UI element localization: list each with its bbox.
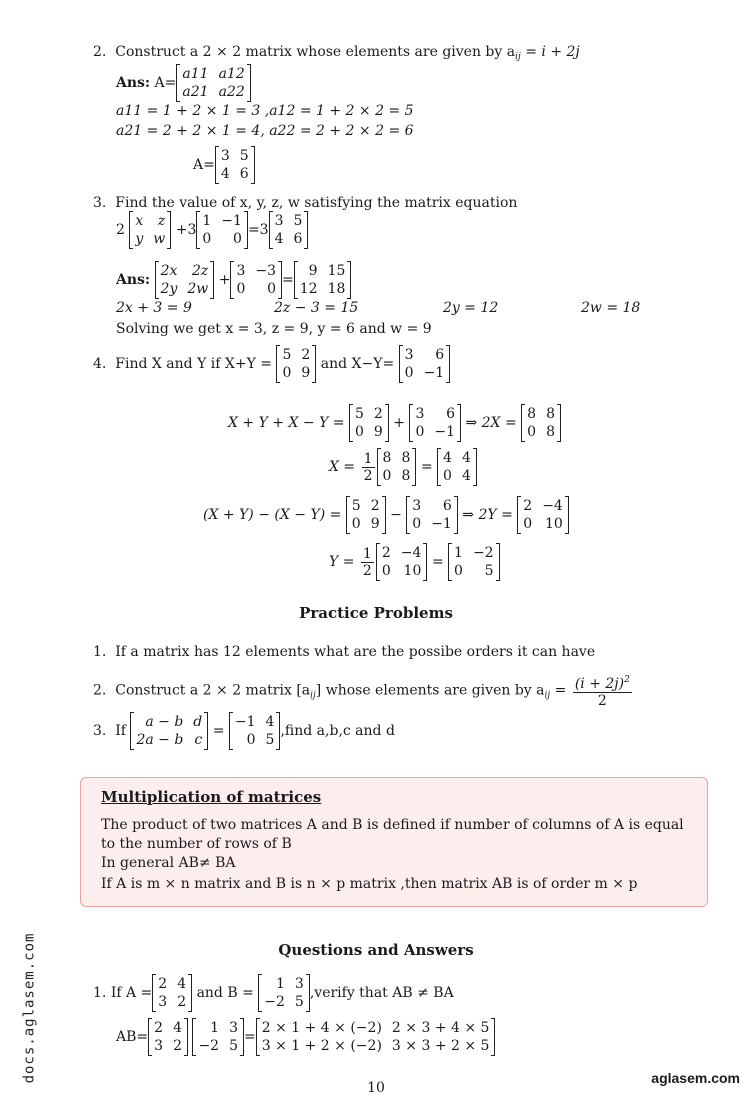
- matrix-cell: 5: [354, 406, 364, 422]
- q4-row4: Y = $\frac{1}{2}$ 2 −4 0 10 = 1 −2 0 5: [329, 543, 500, 581]
- fraction: $\frac{1}{2}$: [363, 450, 373, 484]
- matrix-cell: a22: [218, 84, 245, 100]
- matrix-cell: a21: [182, 84, 209, 100]
- matrix-cell: 3: [236, 263, 246, 279]
- q3-answer: Ans: 2x 2z 2y 2w + 3 −3 0 0 = 9 15 12 18: [116, 261, 351, 299]
- matrix: [229, 712, 281, 750]
- qa-answer-1: AB= 2 4 3 2 1 3 −2 5 = 2 × 1 + 4 × (−2) 2 × 3 + 4 × 5 3 × 1 + 2 × (−2) 3 × 3 + 2 × 5: [116, 1018, 495, 1056]
- matrix-cell: 2: [154, 1020, 164, 1036]
- matrix-cell: 5: [293, 213, 303, 229]
- q3-eq-3: 2y = 12: [443, 300, 499, 316]
- q3-equation: 2 x z y w +3 1 −1 0 0 =3 3 5 4 6: [116, 211, 308, 249]
- matrix-cell: 0: [523, 516, 533, 532]
- matrix-cell: 2: [301, 347, 311, 363]
- matrix-cell: −1: [221, 213, 242, 229]
- matrix-cell: 2: [370, 498, 380, 514]
- matrix-cell: 0: [236, 281, 246, 297]
- matrix-cell: 6: [239, 166, 249, 182]
- matrix-cell: 5: [484, 563, 494, 579]
- matrix-cell: z: [157, 213, 166, 229]
- matrix: [377, 448, 417, 486]
- q2-statement: 2. Construct a 2 × 2 matrix whose elements are given by $a_{ij} = i + 2j$: [93, 44, 580, 62]
- matrix-cell: 3: [229, 1020, 238, 1036]
- matrix-cell: 12: [299, 281, 318, 297]
- matrix-cell: 15: [327, 263, 346, 279]
- matrix-cell: 1: [210, 1020, 220, 1036]
- matrix-cell: 2x: [160, 263, 178, 279]
- matrix-cell: 5: [282, 347, 292, 363]
- matrix-cell: 0: [351, 516, 361, 532]
- matrix-cell: 2: [158, 976, 168, 992]
- matrix: [152, 974, 192, 1012]
- matrix: [256, 1018, 496, 1056]
- matrix-cell: 8: [527, 406, 537, 422]
- matrix-cell: 0: [443, 468, 452, 484]
- matrix-cell: 4: [461, 450, 471, 466]
- matrix-cell: 4: [220, 166, 230, 182]
- matrix-cell: 0: [454, 563, 463, 579]
- matrix: [129, 211, 171, 249]
- matrix-cell: 0: [404, 365, 414, 381]
- matrix-cell: 4: [274, 231, 284, 247]
- q3-eq-2: 2z − 3 = 15: [274, 300, 359, 316]
- matrix-cell: 8: [401, 450, 411, 466]
- matrix-cell: −3: [255, 263, 277, 279]
- q2-line1: a11 = 1 + 2 × 1 = 3 ,a12 = 1 + 2 × 2 = 5: [116, 103, 414, 119]
- fraction: $\frac{(i + 2j)^2}{2}$: [573, 672, 632, 709]
- box-line-3: In general AB≠ BA: [101, 855, 236, 871]
- matrix-cell: 0: [202, 231, 212, 247]
- q2-line2: a21 = 2 + 2 × 1 = 4, a22 = 2 + 2 × 2 = 6: [116, 123, 414, 139]
- matrix-cell: 3: [412, 498, 422, 514]
- matrix-cell: −4: [400, 545, 422, 561]
- matrix-cell: −1: [434, 424, 455, 440]
- matrix-cell: 2a − b: [136, 732, 184, 748]
- q2-result: A= 3 5 4 6: [193, 146, 255, 184]
- matrix: [230, 261, 282, 299]
- matrix: [192, 1018, 244, 1056]
- matrix: [399, 345, 451, 383]
- matrix-cell: 2: [373, 406, 383, 422]
- matrix-cell: 5: [229, 1038, 238, 1054]
- matrix: [196, 211, 248, 249]
- matrix: [215, 146, 255, 184]
- practice-heading: Practice Problems: [299, 604, 453, 622]
- matrix: [517, 496, 569, 534]
- matrix-cell: 9: [370, 516, 380, 532]
- matrix-cell: 4: [173, 1020, 182, 1036]
- matrix-cell: 3: [404, 347, 414, 363]
- matrix-cell: 0: [381, 563, 391, 579]
- matrix-cell: 4: [461, 468, 471, 484]
- matrix-cell: 8: [546, 406, 555, 422]
- practice-item-2: 2. Construct a 2 × 2 matrix $[a_{ij}]$ whose elements are given by $a_{ij}$ = $\frac{(i + 2j)^2}{2}$: [93, 672, 634, 709]
- matrix: [155, 261, 215, 299]
- matrix-cell: 3: [158, 994, 168, 1010]
- matrix-cell: 5: [294, 994, 304, 1010]
- matrix-cell: 1: [275, 976, 285, 992]
- matrix: [294, 261, 352, 299]
- matrix: [437, 448, 477, 486]
- matrix-cell: 6: [435, 347, 445, 363]
- matrix-cell: 3: [220, 148, 230, 164]
- matrix: [176, 64, 250, 102]
- q4-statement: 4. Find X and Y if X+Y = 5 2 0 9 and X−Y= 3 6 0 −1: [93, 345, 450, 383]
- matrix-cell: 9: [301, 365, 311, 381]
- matrix-cell: 9: [308, 263, 318, 279]
- matrix-cell: 6: [442, 498, 452, 514]
- matrix: [521, 404, 561, 442]
- matrix-cell: 2: [177, 994, 187, 1010]
- matrix-cell: 0: [267, 281, 277, 297]
- box-line-1: The product of two matrices A and B is defined if number of columns of A is equal: [101, 817, 684, 833]
- matrix-cell: 2: [523, 498, 533, 514]
- matrix-cell: 3 × 3 + 2 × 5: [391, 1038, 490, 1054]
- qa-heading: Questions and Answers: [278, 941, 474, 959]
- matrix-cell: 2z: [191, 263, 209, 279]
- page-number: 10: [367, 1080, 385, 1096]
- q3-eq-1: 2x + 3 = 9: [116, 300, 192, 316]
- matrix-cell: 8: [382, 450, 392, 466]
- q3-solution: Solving we get x = 3, z = 9, y = 6 and w = 9: [116, 321, 432, 337]
- watermark: aglasem.com: [651, 1070, 740, 1086]
- matrix: [349, 404, 389, 442]
- matrix-cell: w: [153, 231, 166, 247]
- matrix-cell: x: [135, 213, 144, 229]
- matrix-cell: 0: [282, 365, 292, 381]
- matrix-cell: 3: [415, 406, 425, 422]
- q3-statement: 3. Find the value of x, y, z, w satisfying the matrix equation: [93, 195, 518, 211]
- q3-eq-4: 2w = 18: [581, 300, 641, 316]
- matrix-cell: 3: [274, 213, 284, 229]
- matrix-cell: y: [135, 231, 144, 247]
- matrix: [409, 404, 461, 442]
- q2-answer: Ans: A= a11 a12 a21 a22: [116, 64, 251, 102]
- matrix-cell: −2: [472, 545, 494, 561]
- matrix-cell: 0: [412, 516, 422, 532]
- matrix-cell: 6: [446, 406, 455, 422]
- matrix-cell: −2: [264, 994, 285, 1010]
- box-line-4: If A is m × n matrix and B is n × p matrix ,then matrix AB is of order m × p: [101, 876, 638, 892]
- matrix-cell: 4: [177, 976, 187, 992]
- matrix: [276, 345, 316, 383]
- matrix-cell: c: [194, 732, 203, 748]
- matrix-cell: a − b: [145, 714, 184, 730]
- definition-box: [80, 777, 708, 907]
- matrix-cell: a12: [218, 66, 245, 82]
- matrix-cell: 5: [265, 732, 275, 748]
- matrix-cell: a11: [182, 66, 209, 82]
- matrix: [346, 496, 386, 534]
- qa-question-1: 1. If A = 2 4 3 2 and B = 1 3 −2 5 ,verify that AB ≠ BA: [93, 976, 454, 1010]
- box-line-2: to the number of rows of B: [101, 836, 292, 852]
- matrix-cell: 2: [173, 1038, 182, 1054]
- matrix-cell: d: [193, 714, 203, 730]
- matrix-cell: −1: [234, 714, 256, 730]
- matrix-cell: 3: [154, 1038, 164, 1054]
- q4-row3: (X + Y) − (X − Y) = 5 2 0 9 − 3 6 0 −1 ⇒ 2Y = 2 −4 0 10: [203, 496, 569, 534]
- matrix-cell: 0: [233, 231, 242, 247]
- box-title: Multiplication of matrices: [101, 788, 322, 806]
- matrix-cell: −2: [198, 1038, 220, 1054]
- matrix-cell: 0: [354, 424, 364, 440]
- matrix-cell: 1: [454, 545, 463, 561]
- matrix-cell: 4: [265, 714, 275, 730]
- matrix-cell: 4: [443, 450, 452, 466]
- matrix-cell: 6: [293, 231, 303, 247]
- fraction: $\frac{1}{2}$: [362, 545, 372, 579]
- q4-row2: X = $\frac{1}{2}$ 8 8 0 8 = 4 4 0 4: [329, 448, 477, 486]
- matrix-cell: 10: [545, 516, 563, 532]
- matrix: [130, 712, 208, 750]
- matrix-cell: 0: [382, 468, 392, 484]
- matrix-cell: 18: [327, 281, 346, 297]
- matrix-cell: 1: [202, 213, 212, 229]
- matrix-cell: 0: [527, 424, 537, 440]
- matrix-cell: 3 × 1 + 2 × (−2): [261, 1038, 382, 1054]
- matrix: [148, 1018, 188, 1056]
- matrix-cell: 3: [294, 976, 304, 992]
- matrix: [258, 974, 310, 1012]
- matrix-cell: 0: [415, 424, 425, 440]
- practice-item-1: 1. If a matrix has 12 elements what are the possibe orders it can have: [93, 644, 596, 660]
- matrix-cell: 2: [381, 545, 391, 561]
- matrix-cell: 5: [239, 148, 249, 164]
- matrix-cell: 2 × 1 + 4 × (−2): [261, 1020, 382, 1036]
- matrix: [406, 496, 458, 534]
- matrix: [376, 543, 428, 581]
- matrix-cell: 8: [401, 468, 411, 484]
- matrix-cell: −4: [542, 498, 563, 514]
- matrix-cell: 2y: [160, 281, 178, 297]
- practice-item-3: 3. If a − b d 2a − b c = −1 4 0 5 ,find a,b,c and d: [93, 714, 395, 748]
- matrix-cell: 8: [546, 424, 555, 440]
- matrix-cell: 9: [373, 424, 383, 440]
- matrix-cell: −1: [431, 516, 452, 532]
- matrix: [448, 543, 500, 581]
- matrix-cell: 2w: [187, 281, 209, 297]
- matrix-cell: 2 × 3 + 4 × 5: [391, 1020, 490, 1036]
- side-url: docs.aglasem.com: [21, 932, 38, 1084]
- matrix-cell: −1: [423, 365, 445, 381]
- matrix-cell: 0: [246, 732, 256, 748]
- matrix-cell: 5: [351, 498, 361, 514]
- q4-row1: X + Y + X − Y = 5 2 0 9 + 3 6 0 −1 ⇒ 2X = 8 8 0 8: [228, 404, 561, 442]
- matrix-cell: 10: [403, 563, 422, 579]
- matrix: [269, 211, 309, 249]
